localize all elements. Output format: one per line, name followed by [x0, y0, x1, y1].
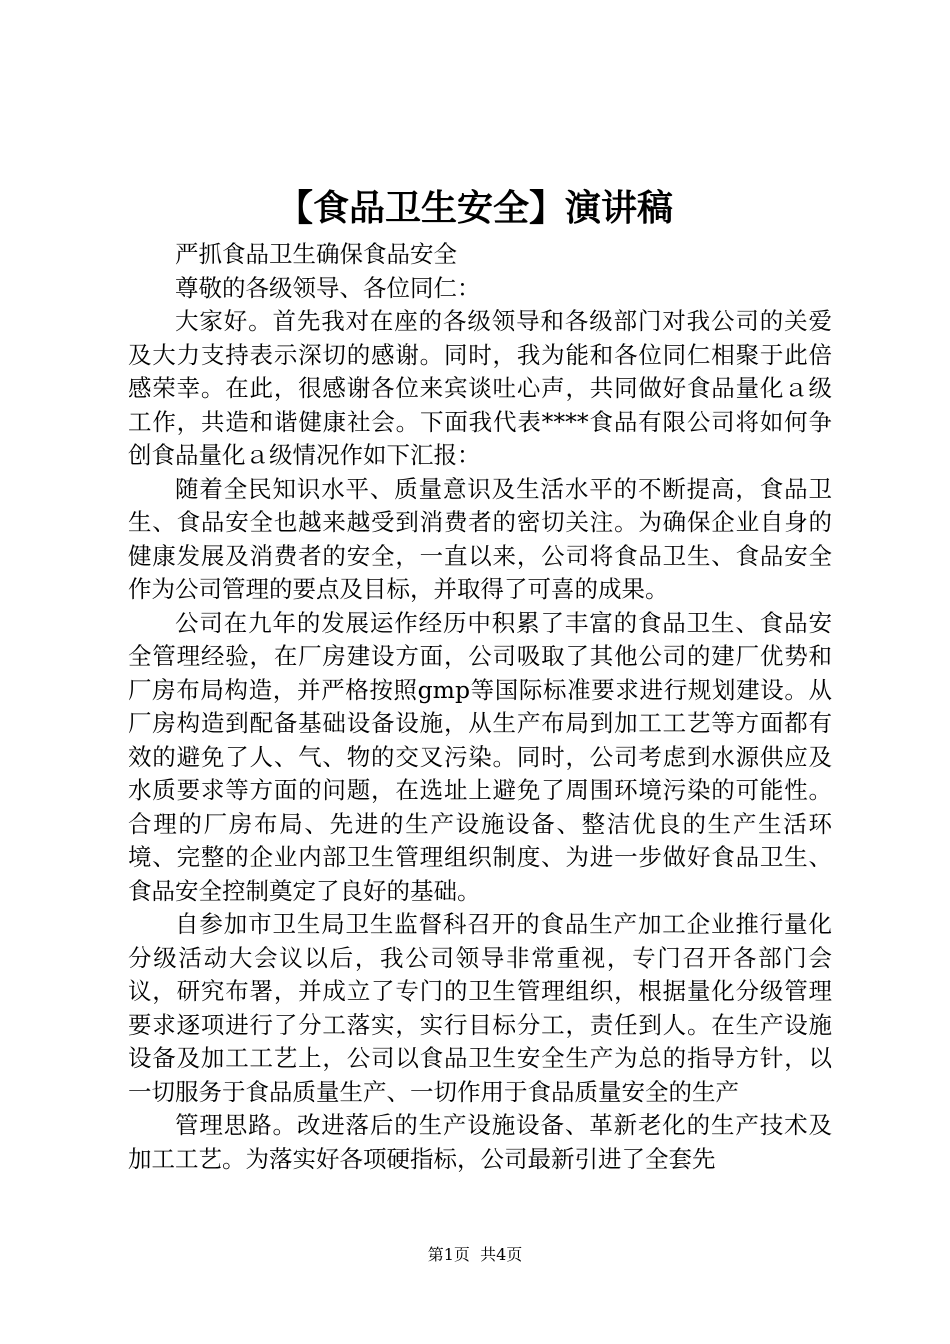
page-number: 第1页 — [427, 1245, 470, 1264]
paragraph: 自参加市卫生局卫生监督科召开的食品生产加工企业推行量化分级活动大会议以后，我公司领导非常重视，专门召开各部门会议，研究布署，并成立了专门的卫生管理组织，根据量化分级管理要求逐项进行了分工落实，实行目标分工，责任到人。在生产设施设备及加工工艺上，公司以食品卫生安全生产为总的指导方针，以一切服务于食品质量生产、一切作用于食品质量安全的生产 — [128, 910, 832, 1106]
page-footer — [0, 1243, 950, 1267]
document-body — [128, 238, 832, 1176]
paragraph: 大家好。首先我对在座的各级领导和各级部门对我公司的关爱及大力支持表示深切的感谢。同时，我为能和各位同仁相聚于此倍感荣幸。在此，很感谢各位来宾谈吐心声，共同做好食品量化ａ级工作，共造和谐健康社会。下面我代表****食品有限公司将如何争创食品量化ａ级情况作如下汇报： — [128, 307, 832, 469]
paragraph: 管理思路。改进落后的生产设施设备、革新老化的生产技术及加工工艺。为落实好各项硬指标，公司最新引进了全套先 — [128, 1111, 832, 1173]
paragraph-subtitle: 严抓食品卫生确保食品安全 — [175, 240, 457, 268]
paragraph-salutation: 尊敬的各级领导、各位同仁： — [175, 273, 481, 302]
paragraph: 随着全民知识水平、质量意识及生活水平的不断提高，食品卫生、食品安全也越来越受到消费者的密切关注。为确保企业自身的健康发展及消费者的安全，一直以来，公司将食品卫生、食品安全作为公司管理的要点及目标，并取得了可喜的成果。 — [128, 474, 832, 603]
footer-separator — [470, 1245, 480, 1264]
paragraph: 公司在九年的发展运作经历中积累了丰富的食品卫生、食品安全管理经验，在厂房建设方面，公司吸取了其他公司的建厂优势和厂房布局构造，并严格按照gmp等国际标准要求进行规划建设。从厂房构造到配备基础设备设施，从生产布局到加工工艺等方面都有效的避免了人、气、物的交叉污染。同时，公司考虑到水源供应及水质要求等方面的问题，在选址上避免了周围环境污染的可能性。合理的厂房布局、先进的生产设施设备、整洁优良的生产生活环境、完整的企业内部卫生管理组织制度、为进一步做好食品卫生、食品安全控制奠定了良好的基础。 — [128, 608, 832, 905]
page-total: 共4页 — [480, 1245, 523, 1264]
document-title: 【食品卫生安全】演讲稿 — [276, 187, 673, 229]
